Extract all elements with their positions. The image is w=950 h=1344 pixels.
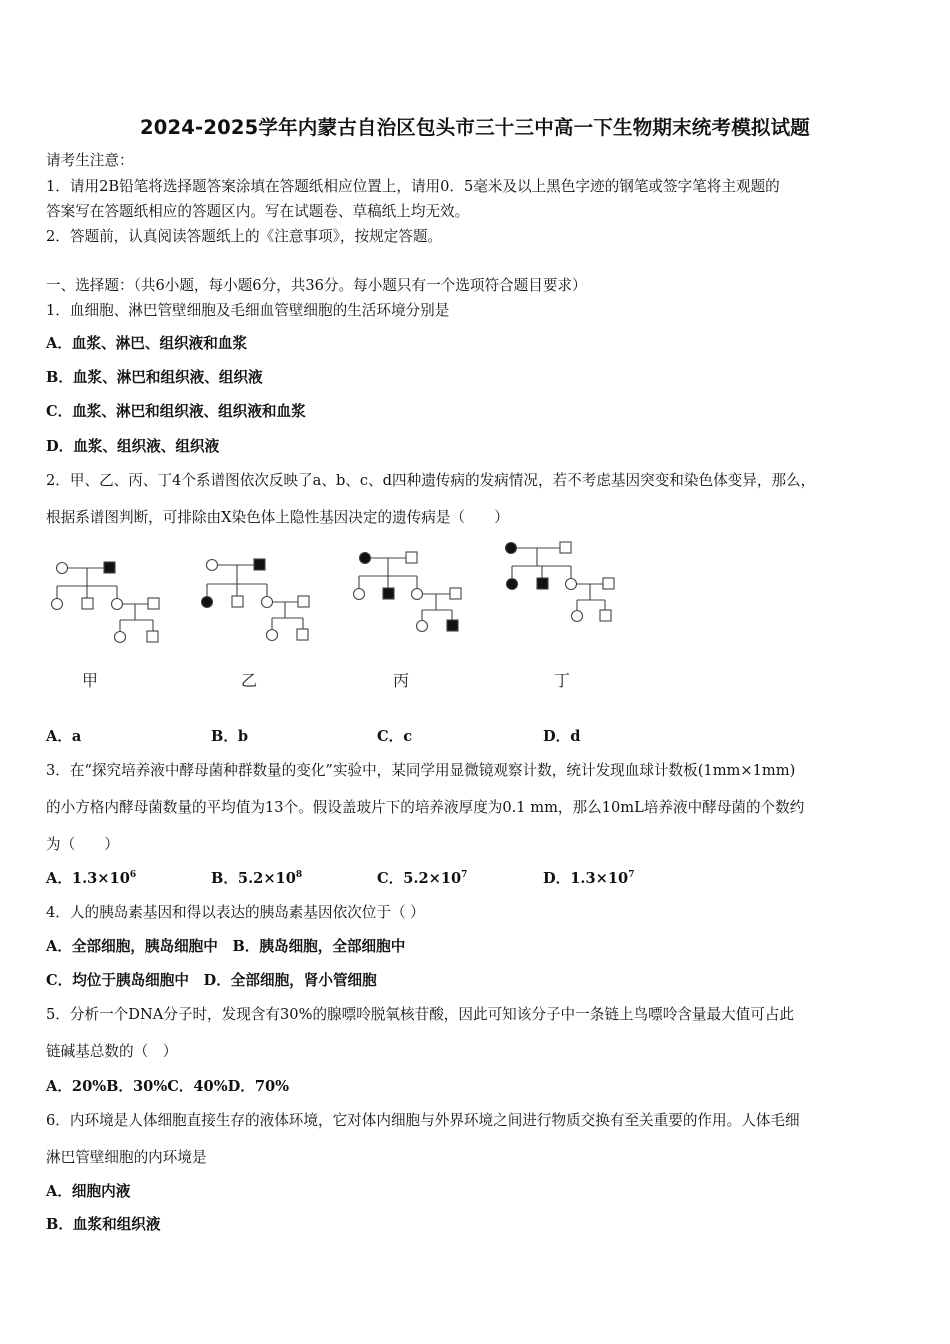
q2-stem-a: 2．甲、乙、丙、丁4个系谱图依次反映了a、b、c、d四种遗传病的发病情况，若不考虑基因突变和染色体变异，那么， bbox=[46, 472, 816, 489]
q3-stem-a: 3．在“探究培养液中酵母菌种群数量的变化”实验中，某同学用显微镜观察计数，统计发现血球计数板(1mm×1mm) bbox=[46, 762, 796, 779]
q3-option-d: D．$1.3\times 10^7$ bbox=[543, 870, 635, 887]
pedigree-ding bbox=[506, 542, 615, 622]
q3-option-a: A．$1.3\times 10^6$ bbox=[46, 870, 137, 887]
q6-stem-b: 淋巴管壁细胞的内环境是 bbox=[46, 1149, 207, 1166]
pedigree-symbol bbox=[57, 563, 68, 574]
q2-option-c: C．c bbox=[377, 728, 413, 745]
q1-stem: 1．血细胞、淋巴管壁细胞及毛细血管壁细胞的生活环境分别是 bbox=[46, 302, 450, 319]
pedigree-svg bbox=[40, 538, 640, 698]
notice-item-2: 2．答题前，认真阅读答题纸上的《注意事项》，按规定答题。 bbox=[46, 228, 443, 245]
pedigree-label-ding: 丁 bbox=[554, 671, 571, 690]
pedigree-symbol bbox=[104, 562, 115, 573]
q2-option-b: B．b bbox=[211, 728, 249, 745]
q3-option-c: C．$5.2\times 10^7$ bbox=[377, 870, 468, 887]
q1-option-d: D．血浆、组织液、组织液 bbox=[46, 438, 220, 455]
q1-option-b: B．血浆、淋巴和组织液、组织液 bbox=[46, 369, 263, 386]
notice-item-1a: 1．请用2B铅笔将选择题答案涂填在答题纸相应位置上，请用0．5毫米及以上黑色字迹的钢笔或签字笔将主观题的 bbox=[46, 178, 780, 195]
notice-heading: 请考生注意： bbox=[46, 152, 134, 169]
q1-option-a: A．血浆、淋巴、组织液和血浆 bbox=[46, 335, 248, 352]
q2-option-a: A．a bbox=[46, 728, 82, 745]
q5-options: A．20%B．30%C．40%D．70% bbox=[46, 1078, 290, 1095]
q3-option-b: B．$5.2\times 10^8$ bbox=[211, 870, 303, 887]
q6-option-b: B．血浆和组织液 bbox=[46, 1216, 161, 1233]
pedigree-figure bbox=[40, 538, 640, 698]
section-heading: 一、选择题：（共6小题，每小题6分，共36分。每小题只有一个选项符合题目要求） bbox=[46, 277, 587, 294]
pedigree-label-jia: 甲 bbox=[82, 671, 99, 690]
q3-stem-c: 为（ ） bbox=[46, 836, 119, 853]
notice-item-1b: 答案写在答题纸相应的答题区内。写在试题卷、草稿纸上均无效。 bbox=[46, 203, 470, 220]
pedigree-yi bbox=[202, 559, 310, 641]
q2-stem-b: 根据系谱图判断，可排除由X染色体上隐性基因决定的遗传病是（ ） bbox=[46, 509, 509, 526]
page-title: 2024-2025学年内蒙古自治区包头市三十三中高一下生物期末统考模拟试题 bbox=[139, 116, 811, 139]
pedigree-jia bbox=[52, 562, 160, 643]
q4-options-ab: A．全部细胞，胰岛细胞中 B．胰岛细胞，全部细胞中 bbox=[46, 938, 406, 955]
q4-options-cd: C．均位于胰岛细胞中 D．全部细胞，肾小管细胞 bbox=[46, 972, 377, 989]
q1-option-c: C．血浆、淋巴和组织液、组织液和血浆 bbox=[46, 403, 306, 420]
pedigree-label-bing: 丙 bbox=[393, 671, 410, 690]
q3-stem-b: 的小方格内酵母菌数量的平均值为13个。假设盖玻片下的培养液厚度为0.1 mm，那么10mL培养液中酵母菌的个数约 bbox=[46, 799, 805, 816]
q5-stem-b: 链碱基总数的（ ） bbox=[46, 1043, 178, 1060]
q6-option-a: A．细胞内液 bbox=[46, 1183, 131, 1200]
q6-stem-a: 6．内环境是人体细胞直接生存的液体环境，它对体内细胞与外界环境之间进行物质交换有至关重要的作用。人体毛细 bbox=[46, 1112, 800, 1129]
q2-option-d: D．d bbox=[543, 728, 581, 745]
q5-stem-a: 5．分析一个DNA分子时，发现含有30%的腺嘌呤脱氧核苷酸，因此可知该分子中一条链上鸟嘌呤含量最大值可占此 bbox=[46, 1006, 795, 1023]
q4-stem: 4．人的胰岛素基因和得以表达的胰岛素基因依次位于（ ） bbox=[46, 904, 425, 921]
pedigree-bing bbox=[354, 552, 462, 632]
pedigree-label-yi: 乙 bbox=[241, 671, 258, 690]
